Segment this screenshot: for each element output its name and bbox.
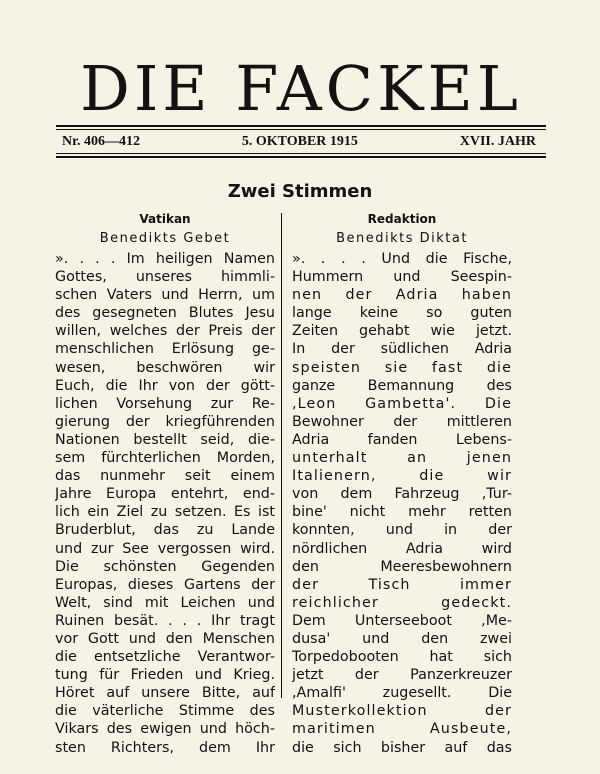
text-line: von dem Fahrzeug ,Tur- <box>292 486 512 503</box>
text-line: In der südlichen Adria <box>292 341 512 358</box>
text-line: menschlichen Erlösung ge- <box>55 341 275 358</box>
issue-year: XVII. JAHR <box>459 134 536 149</box>
text-line: Höret auf unsere Bitte, auf <box>55 685 275 702</box>
text-line: lich ein Ziel zu setzen. Es ist <box>55 504 275 521</box>
issue-info-bar <box>62 132 536 152</box>
text-line: Bruderblut, das zu Lande <box>55 522 275 539</box>
text-line: bine' nicht mehr retten <box>292 504 512 521</box>
text-line: den Meeresbewohnern <box>292 558 512 575</box>
text-line: Euch, die Ihr von der gött- <box>55 377 275 394</box>
text-line: reichlicher gedeckt. <box>292 594 512 611</box>
right-column-subheading: Benedikts Diktat <box>336 231 468 246</box>
text-line: vor Gott und den Menschen <box>55 630 275 647</box>
text-line: Zeiten gehabt wie jetzt. <box>292 323 512 340</box>
text-line: lange keine so guten <box>292 305 512 322</box>
masthead-rule-top <box>56 125 546 127</box>
text-line: Musterkollektion der <box>292 703 512 720</box>
text-line: sten Richters, dem Ihr <box>55 739 275 756</box>
text-line: Ruinen besät. . . . Ihr tragt <box>55 612 275 629</box>
text-line: tung für Frieden und Krieg. <box>55 667 275 684</box>
text-line: Gottes, unseres himmli- <box>55 269 275 286</box>
text-line: des gesegneten Blutes Jesu <box>55 305 275 322</box>
text-line: sem fürchterlichen Morden, <box>55 450 275 467</box>
text-line: das nunmehr seit einem <box>55 468 275 485</box>
right-column-header <box>292 211 512 248</box>
text-line: ganze Bemannung des <box>292 377 512 394</box>
text-line: Nationen bestellt seid, die- <box>55 431 275 448</box>
text-line: der Tisch immer <box>292 576 512 593</box>
text-line: und zur See vergossen wird. <box>55 540 275 557</box>
left-column-header <box>55 211 275 248</box>
right-column-heading: Redaktion <box>367 212 437 226</box>
text-line: die sich bisher auf das <box>292 739 512 756</box>
text-line: Jahre Europa entehrt, end- <box>55 486 275 503</box>
text-line: nördlichen Adria wird <box>292 540 512 557</box>
text-line: Die schönsten Gegenden <box>55 558 275 575</box>
text-line: Bewohner der mittleren <box>292 413 512 430</box>
text-line: Europas, dieses Gartens der <box>55 576 275 593</box>
column-divider <box>281 213 282 698</box>
text-line: schen Vaters und Herrn, um <box>55 287 275 304</box>
text-line: ». . . . Im heiligen Namen <box>55 251 275 267</box>
right-column-text <box>292 250 512 757</box>
masthead-rule-top-thin <box>56 129 546 130</box>
text-line: Torpedobooten hat sich <box>292 649 512 666</box>
text-line: wesen, beschwören wir <box>55 359 275 376</box>
left-column-text <box>55 250 275 757</box>
text-line: gierung der kriegführenden <box>55 413 275 430</box>
text-line: lichen Vorsehung zur Re- <box>55 395 275 412</box>
issue-date: 5. OKTOBER 1915 <box>241 134 358 149</box>
article-title: Zwei Stimmen <box>227 181 373 202</box>
left-column-subheading: Benedikts Gebet <box>99 231 231 246</box>
text-line: speisten sie fast die <box>292 359 512 376</box>
text-line: nen der Adria haben <box>292 287 512 304</box>
text-line: dusa' und den zwei <box>292 630 512 647</box>
text-line: ». . . . Und die Fische, <box>292 251 512 267</box>
issue-number: Nr. 406—412 <box>62 134 141 149</box>
text-line: unterhalt an jenen <box>292 450 512 467</box>
text-line: Adria fanden Lebens- <box>292 431 512 448</box>
masthead-rule-bottom <box>56 156 546 158</box>
text-line: Hummern und Seespin- <box>292 269 512 286</box>
text-line: ,Amalfi' zugesellt. Die <box>292 685 512 702</box>
masthead-rule-bottom-thin <box>56 153 546 154</box>
text-line: maritimen Ausbeute, <box>292 721 512 738</box>
text-line: ,Leon Gambetta'. Die <box>292 395 512 412</box>
left-column-heading: Vatikan <box>139 212 191 226</box>
text-line: Welt, sind mit Leichen und <box>55 594 275 611</box>
text-line: die väterliche Stimme des <box>55 703 275 720</box>
text-line: jetzt der Panzerkreuzer <box>292 667 512 684</box>
text-line: konnten, und in der <box>292 522 512 539</box>
text-line: die entsetzliche Verantwor- <box>55 649 275 666</box>
text-line: Italienern, die wir <box>292 468 512 485</box>
masthead-title: DIE FACKEL <box>80 52 522 125</box>
text-line: willen, welches der Preis der <box>55 323 275 340</box>
text-line: Vikars des ewigen und höch- <box>55 721 275 738</box>
text-line: Dem Unterseeboot ,Me- <box>292 612 512 629</box>
